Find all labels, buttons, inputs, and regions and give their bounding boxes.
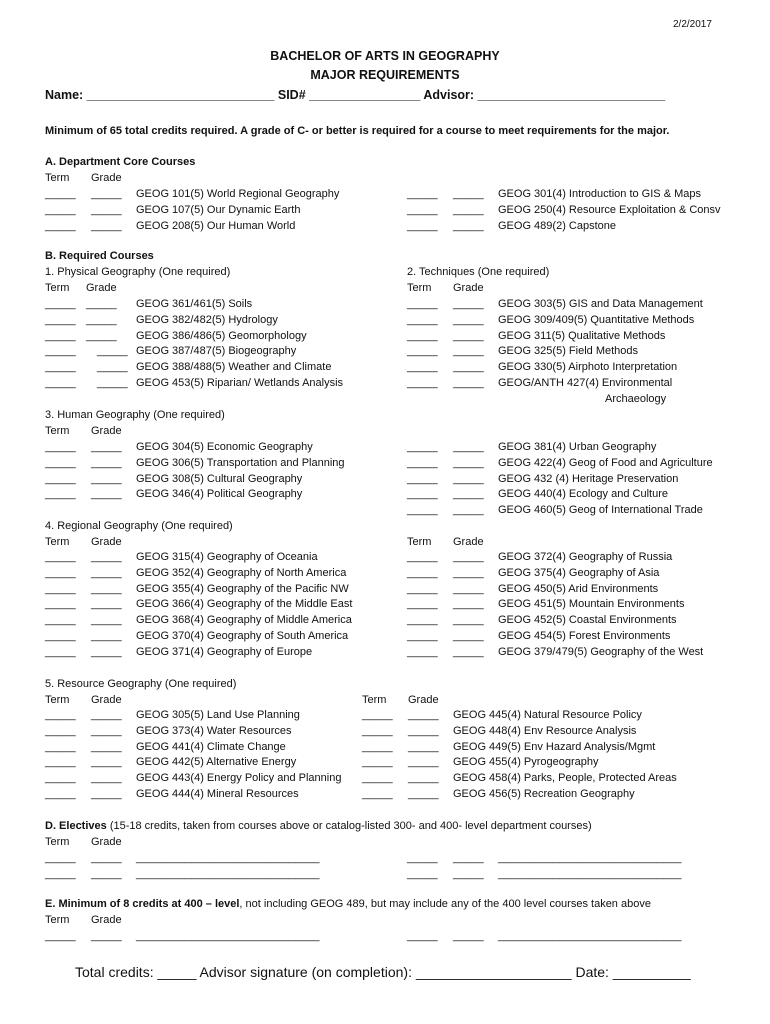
elective-line[interactable]: ______________________________ [498, 930, 682, 942]
grade-blank[interactable]: _____ [453, 582, 484, 595]
term-blank[interactable]: _____ [407, 329, 438, 342]
term-blank[interactable]: _____ [362, 740, 393, 753]
grade-blank[interactable]: _____ [91, 598, 122, 611]
term-blank[interactable]: _____ [407, 345, 438, 358]
grade-blank[interactable]: _____ [453, 188, 484, 200]
grade-blank[interactable]: _____ [453, 377, 484, 389]
term-blank[interactable]: _____ [45, 188, 76, 200]
course-item: GEOG 311(5) Qualitative Methods [498, 329, 666, 342]
term-blank[interactable]: _____ [45, 582, 76, 595]
course-item: GEOG 304(5) Economic Geography [136, 441, 313, 453]
course-item: GEOG/ANTH 427(4) Environmental [498, 377, 673, 389]
term-blank[interactable]: _____ [45, 709, 76, 721]
grade-blank[interactable]: _____ [408, 709, 439, 721]
course-item: GEOG 366(4) Geography of the Middle East [136, 598, 353, 611]
grade-blank[interactable]: _____ [453, 551, 484, 563]
grade-blank[interactable]: _____ [91, 630, 122, 642]
term-header: Term [407, 282, 432, 294]
section-d-label: D. Electives [45, 820, 107, 832]
term-blank[interactable]: _____ [407, 298, 438, 310]
grade-blank[interactable]: _____ [453, 219, 484, 232]
elective-line[interactable]: ______________________________ [136, 868, 320, 880]
course-item: GEOG 379/479(5) Geography of the West [498, 645, 704, 658]
term-header: Term [45, 694, 70, 706]
course-item: GEOG 458(4) Parks, People, Protected Areas [453, 772, 677, 785]
term-blank[interactable]: _____ [45, 551, 76, 563]
course-item: GEOG 388/488(5) Weather and Climate [136, 361, 332, 374]
term-blank[interactable]: _____ [407, 219, 438, 232]
course-item: GEOG 355(4) Geography of the Pacific NW [136, 582, 349, 595]
course-item: GEOG 387/487(5) Biogeography [136, 345, 297, 358]
course-item: GEOG 450(5) Arid Environments [498, 582, 659, 595]
term-blank[interactable]: _____ [45, 377, 76, 389]
term-header: Term [45, 836, 70, 848]
course-item: GEOG 101(5) World Regional Geography [136, 188, 340, 200]
course-item: GEOG 455(4) Pyrogeography [453, 756, 599, 769]
grade-blank[interactable]: _____ [91, 756, 122, 769]
grade-header: Grade [91, 914, 122, 926]
term-blank[interactable]: _____ [407, 203, 438, 216]
human-title: 3. Human Geography (One required) [45, 409, 225, 421]
term-header: Term [362, 694, 387, 706]
grade-blank[interactable]: _____ [97, 377, 128, 389]
grade-blank[interactable]: _____ [91, 441, 122, 453]
grade-blank[interactable]: _____ [453, 345, 484, 358]
course-item: GEOG 372(4) Geography of Russia [498, 551, 673, 563]
term-blank[interactable]: _____ [407, 566, 438, 579]
grade-blank[interactable]: _____ [91, 203, 122, 216]
course-item: GEOG 250(4) Resource Exploitation & Consv [498, 203, 721, 216]
course-item: GEOG 303(5) GIS and Data Management [498, 298, 703, 310]
term-blank[interactable]: _____ [407, 582, 438, 595]
term-blank[interactable]: _____ [407, 488, 438, 501]
course-item: GEOG 489(2) Capstone [498, 219, 617, 232]
course-item: GEOG 422(4) Geog of Food and Agriculture [498, 456, 713, 469]
course-item: GEOG 448(4) Env Resource Analysis [453, 724, 637, 737]
section-d-desc: (15-18 credits, taken from courses above or catalog-listed 300- and 400- level department courses) [106, 820, 592, 832]
term-blank[interactable]: _____ [45, 566, 76, 579]
techniques-title: 2. Techniques (One required) [407, 266, 550, 278]
course-continuation: Archaeology [605, 393, 667, 405]
grade-blank[interactable]: _____ [453, 488, 484, 501]
grade-blank[interactable]: _____ [91, 566, 122, 579]
grade-blank[interactable]: _____ [91, 868, 122, 880]
course-item: GEOG 432 (4) Heritage Preservation [498, 472, 679, 485]
resource-title: 5. Resource Geography (One required) [45, 678, 237, 690]
grade-header: Grade [91, 172, 122, 184]
term-blank[interactable]: _____ [45, 441, 76, 453]
grade-blank[interactable]: _____ [91, 188, 122, 200]
grade-blank[interactable]: _____ [91, 724, 122, 737]
course-item: GEOG 301(4) Introduction to GIS & Maps [498, 188, 701, 200]
term-header: Term [45, 536, 70, 548]
course-item: GEOG 386/486(5) Geomorphology [136, 329, 307, 342]
term-blank[interactable]: _____ [407, 551, 438, 563]
term-blank[interactable]: _____ [45, 614, 76, 627]
term-blank[interactable]: _____ [407, 868, 438, 880]
grade-blank[interactable]: _____ [453, 298, 484, 310]
grade-blank[interactable]: _____ [453, 504, 484, 517]
course-item: GEOG 444(4) Mineral Resources [136, 788, 299, 800]
grade-blank[interactable]: _____ [91, 614, 122, 627]
grade-header: Grade [453, 536, 484, 548]
term-blank[interactable]: _____ [45, 788, 76, 800]
grade-blank[interactable]: _____ [91, 219, 122, 232]
grade-blank[interactable]: _____ [91, 788, 122, 800]
term-blank[interactable]: _____ [45, 361, 76, 374]
term-blank[interactable]: _____ [45, 345, 76, 358]
course-item: GEOG 445(4) Natural Resource Policy [453, 709, 642, 721]
course-item: GEOG 352(4) Geography of North America [136, 566, 347, 579]
course-item: GEOG 381(4) Urban Geography [498, 441, 657, 453]
term-blank[interactable]: _____ [45, 724, 76, 737]
term-blank[interactable]: _____ [362, 724, 393, 737]
term-blank[interactable]: _____ [362, 709, 393, 721]
grade-blank[interactable]: _____ [408, 740, 439, 753]
grade-blank[interactable]: _____ [408, 724, 439, 737]
course-item: GEOG 440(4) Ecology and Culture [498, 488, 668, 501]
grade-header: Grade [86, 282, 117, 294]
term-blank[interactable]: _____ [407, 504, 438, 517]
term-blank[interactable]: _____ [407, 645, 438, 658]
grade-blank[interactable]: _____ [86, 329, 117, 342]
section-b-title: B. Required Courses [45, 250, 154, 262]
grade-blank[interactable]: _____ [91, 488, 122, 501]
grade-header: Grade [453, 282, 484, 294]
section-e-label: E. Minimum of 8 credits at 400 – level [45, 898, 240, 910]
term-blank[interactable]: _____ [45, 313, 76, 326]
course-item: GEOG 375(4) Geography of Asia [498, 566, 660, 579]
regional-title: 4. Regional Geography (One required) [45, 520, 233, 532]
course-item: GEOG 451(5) Mountain Environments [498, 598, 685, 611]
term-blank[interactable]: _____ [407, 377, 438, 389]
term-header: Term [45, 914, 70, 926]
grade-blank[interactable]: _____ [453, 630, 484, 642]
section-d-title [45, 819, 592, 833]
course-item: GEOG 306(5) Transportation and Planning [136, 456, 345, 469]
grade-blank[interactable]: _____ [91, 551, 122, 563]
grade-blank[interactable]: _____ [453, 868, 484, 880]
term-blank[interactable]: _____ [407, 361, 438, 374]
term-blank[interactable]: _____ [407, 456, 438, 469]
course-item: GEOG 382/482(5) Hydrology [136, 313, 278, 326]
term-blank[interactable]: _____ [362, 788, 393, 800]
section-e-title [45, 897, 651, 911]
course-item: GEOG 441(4) Climate Change [136, 740, 286, 753]
grade-blank[interactable]: _____ [453, 361, 484, 374]
term-blank[interactable]: _____ [362, 772, 393, 785]
term-blank[interactable]: _____ [407, 441, 438, 453]
grade-blank[interactable]: _____ [91, 472, 122, 485]
grade-blank[interactable]: _____ [86, 298, 117, 310]
intro-text: Minimum of 65 total credits required. A grade of C- or better is required for a course to meet requirements for the major. [45, 125, 670, 137]
term-blank[interactable]: _____ [45, 472, 76, 485]
grade-blank[interactable]: _____ [453, 472, 484, 485]
grade-blank[interactable]: _____ [453, 313, 484, 326]
grade-blank[interactable]: _____ [91, 930, 122, 942]
term-blank[interactable]: _____ [45, 598, 76, 611]
term-blank[interactable]: _____ [45, 772, 76, 785]
grade-blank[interactable]: _____ [91, 852, 122, 864]
course-item: GEOG 453(5) Riparian/ Wetlands Analysis [136, 377, 344, 389]
course-item: GEOG 361/461(5) Soils [136, 298, 253, 310]
term-blank[interactable]: _____ [45, 456, 76, 469]
course-item: GEOG 442(5) Alternative Energy [136, 756, 297, 769]
course-item: GEOG 449(5) Env Hazard Analysis/Mgmt [453, 740, 656, 753]
grade-blank[interactable]: _____ [97, 345, 128, 358]
term-blank[interactable]: _____ [407, 472, 438, 485]
term-blank[interactable]: _____ [407, 313, 438, 326]
course-item: GEOG 308(5) Cultural Geography [136, 472, 303, 485]
term-blank[interactable]: _____ [45, 930, 76, 942]
term-blank[interactable]: _____ [45, 740, 76, 753]
elective-line[interactable]: ______________________________ [136, 930, 320, 942]
date: 2/2/2017 [673, 19, 712, 30]
course-item: GEOG 309/409(5) Quantitative Methods [498, 313, 695, 326]
course-item: GEOG 330(5) Airphoto Interpretation [498, 361, 678, 374]
grade-blank[interactable]: _____ [408, 788, 439, 800]
grade-blank[interactable]: _____ [408, 756, 439, 769]
grade-header: Grade [91, 836, 122, 848]
term-blank[interactable]: _____ [407, 930, 438, 942]
grade-blank[interactable]: _____ [91, 772, 122, 785]
title-line-2: MAJOR REQUIREMENTS [310, 68, 460, 82]
grade-header: Grade [408, 694, 439, 706]
course-item: GEOG 315(4) Geography of Oceania [136, 551, 318, 563]
term-blank[interactable]: _____ [407, 188, 438, 200]
grade-blank[interactable]: _____ [453, 614, 484, 627]
course-item: GEOG 370(4) Geography of South America [136, 630, 349, 642]
grade-blank[interactable]: _____ [91, 582, 122, 595]
term-blank[interactable]: _____ [407, 852, 438, 864]
section-a-title: A. Department Core Courses [45, 156, 196, 168]
term-blank[interactable]: _____ [362, 756, 393, 769]
term-blank[interactable]: _____ [45, 868, 76, 880]
grade-blank[interactable]: _____ [91, 456, 122, 469]
grade-blank[interactable]: _____ [91, 709, 122, 721]
term-blank[interactable]: _____ [45, 645, 76, 658]
footer-signature-line[interactable]: Total credits: _____ Advisor signature (on completion): ____________________ Date: __________ [75, 964, 691, 980]
grade-blank[interactable]: _____ [453, 329, 484, 342]
term-blank[interactable]: _____ [45, 852, 76, 864]
grade-blank[interactable]: _____ [453, 203, 484, 216]
course-item: GEOG 371(4) Geography of Europe [136, 645, 313, 658]
grade-blank[interactable]: _____ [453, 441, 484, 453]
course-item: GEOG 208(5) Our Human World [136, 219, 296, 232]
grade-blank[interactable]: _____ [453, 566, 484, 579]
grade-blank[interactable]: _____ [86, 313, 117, 326]
elective-line[interactable]: ______________________________ [498, 868, 682, 880]
term-blank[interactable]: _____ [407, 630, 438, 642]
course-item: GEOG 368(4) Geography of Middle America [136, 614, 352, 627]
grade-blank[interactable]: _____ [453, 456, 484, 469]
course-item: GEOG 305(5) Land Use Planning [136, 709, 300, 721]
course-item: GEOG 325(5) Field Methods [498, 345, 639, 358]
grade-blank[interactable]: _____ [91, 645, 122, 658]
course-item: GEOG 373(4) Water Resources [136, 724, 292, 737]
elective-line[interactable]: ______________________________ [498, 852, 682, 864]
grade-header: Grade [91, 425, 122, 437]
elective-line[interactable]: ______________________________ [136, 852, 320, 864]
term-header: Term [45, 172, 70, 184]
term-blank[interactable]: _____ [45, 329, 76, 342]
grade-header: Grade [91, 536, 122, 548]
term-header: Term [407, 536, 432, 548]
grade-blank[interactable]: _____ [97, 361, 128, 374]
term-blank[interactable]: _____ [45, 630, 76, 642]
term-blank[interactable]: _____ [407, 598, 438, 611]
grade-blank[interactable]: _____ [453, 852, 484, 864]
term-blank[interactable]: _____ [45, 298, 76, 310]
section-e-desc: , not including GEOG 489, but may include any of the 400 level courses taken above [239, 898, 651, 910]
physical-title: 1. Physical Geography (One required) [45, 266, 231, 278]
term-blank[interactable]: _____ [45, 203, 76, 216]
student-info-line[interactable]: Name: ___________________________ SID# ________________ Advisor: ___________________________ [45, 88, 666, 102]
course-item: GEOG 454(5) Forest Environments [498, 630, 671, 642]
course-item: GEOG 107(5) Our Dynamic Earth [136, 203, 301, 216]
grade-header: Grade [91, 694, 122, 706]
grade-blank[interactable]: _____ [408, 772, 439, 785]
title-line-1: BACHELOR OF ARTS IN GEOGRAPHY [270, 49, 500, 63]
course-item: GEOG 460(5) Geog of International Trade [498, 504, 703, 517]
term-blank[interactable]: _____ [407, 614, 438, 627]
term-blank[interactable]: _____ [45, 488, 76, 501]
course-item: GEOG 456(5) Recreation Geography [453, 788, 635, 800]
term-header: Term [45, 282, 70, 294]
course-item: GEOG 346(4) Political Geography [136, 488, 303, 501]
grade-blank[interactable]: _____ [91, 740, 122, 753]
term-blank[interactable]: _____ [45, 219, 76, 232]
grade-blank[interactable]: _____ [453, 645, 484, 658]
course-item: GEOG 443(4) Energy Policy and Planning [136, 772, 342, 785]
grade-blank[interactable]: _____ [453, 598, 484, 611]
course-item: GEOG 452(5) Coastal Environments [498, 614, 677, 627]
term-blank[interactable]: _____ [45, 756, 76, 769]
grade-blank[interactable]: _____ [453, 930, 484, 942]
term-header: Term [45, 425, 70, 437]
